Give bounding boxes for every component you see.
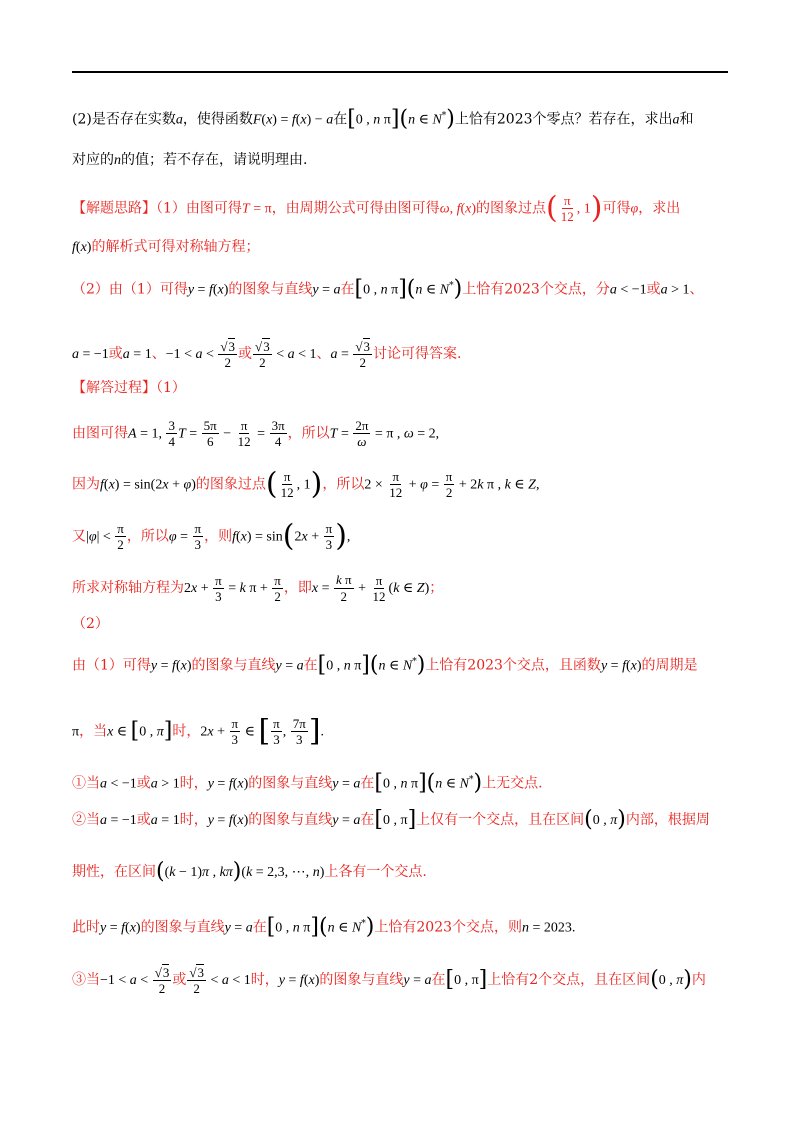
question-2-line-2: 对应的n的值；若不存在，请说明理由. bbox=[72, 152, 308, 168]
text: ，所以 bbox=[287, 425, 330, 442]
text: 的图象与直线 bbox=[228, 281, 313, 298]
text: 上恰有2023个零点？若存在，求出 bbox=[454, 111, 673, 128]
text: 内部，根据周 bbox=[625, 812, 710, 828]
text: 或 bbox=[238, 346, 253, 362]
thinking-line-3: （2）由（1）可得y = f(x)的图象与直线y = a在[0 , n π](n ∈ N*)上恰有2023个交点，分a < −1或a > 1、 bbox=[72, 276, 704, 302]
text: ①当 bbox=[72, 775, 100, 792]
text: 期性，在区间 bbox=[72, 864, 156, 880]
text: 的解析式可得对称轴方程； bbox=[91, 239, 260, 255]
text: 时， bbox=[179, 812, 208, 828]
process-part-2 bbox=[72, 614, 732, 634]
text: ，求出 bbox=[638, 200, 681, 217]
case-1: ①当a < −1或a > 1时，y = f(x)的图象与直线y = a在[0 , n π](n ∈ N*)上无交点. bbox=[72, 770, 543, 796]
process-line-2: 因为f(x) = sin(2x + φ)的图象过点( $\frac{\pi}{12}$ , 1)，所以2 × $\frac{\pi}{12}$ + φ = $\frac{\pi}{2}$ + 2k π , k ∈ Z, bbox=[72, 466, 540, 502]
text: 上恰有2个交点，且在区间 bbox=[487, 972, 651, 988]
text: 在 bbox=[340, 281, 355, 298]
text: 的值；若不存在，请说明理由. bbox=[121, 152, 308, 168]
text: 上各有一个交点. bbox=[324, 864, 427, 880]
text: 在 bbox=[333, 111, 348, 128]
text: 在 bbox=[431, 972, 446, 988]
text: 、 bbox=[689, 281, 704, 298]
text: ，使得函数 bbox=[182, 111, 253, 128]
process-label bbox=[72, 378, 732, 398]
text: 上恰有2023个交点，则 bbox=[374, 919, 523, 936]
text: （2）由（1）可得 bbox=[72, 281, 188, 298]
text: 时， bbox=[172, 723, 201, 740]
text: 上恰有2023个交点，且函数 bbox=[425, 657, 601, 674]
text: 因为 bbox=[72, 476, 100, 493]
text: 上仅有一个交点，且在区间 bbox=[416, 812, 585, 828]
process-line-4: 所求对称轴方程为2x + $\frac{\pi}{3}$ = k π + $\frac{\pi}{2}$ ，即x = $\frac{\text{k π}}{2}$ + $\frac{\pi}{12}$ (k ∈ Z)； bbox=[72, 572, 444, 604]
text: ，即 bbox=[283, 580, 312, 596]
text: ，所以 bbox=[126, 528, 169, 545]
text: 或 bbox=[172, 972, 187, 988]
case-2-line-3: 此时y = f(x)的图象与直线y = a在[0 , n π](n ∈ N*)上恰有2023个交点，则n = 2023. bbox=[72, 914, 576, 940]
text: 由图可得 bbox=[72, 425, 128, 442]
text: 的图象过点 bbox=[195, 476, 266, 493]
text: 的图象与直线 bbox=[248, 812, 333, 828]
case-2-line-1: ②当a = −1或a = 1时，y = f(x)的图象与直线y = a在[0 , π]上仅有一个交点，且在区间(0 , π)内部，根据周 bbox=[72, 807, 710, 832]
text: ，所以 bbox=[322, 476, 365, 493]
text: 【解答过程】（1） bbox=[72, 380, 186, 396]
process-line-1: 由图可得A = 1, $\frac{3}{4}$ T = $\frac{5\pi}{6}$ − $\frac{\pi}{12}$ = $\frac{3\pi}{4}$ ，所以T = $\frac{2\pi}{\omega}$ = π , ω = 2, bbox=[72, 418, 440, 449]
text: 在 bbox=[303, 657, 318, 674]
text: 由（1）可得 bbox=[72, 657, 151, 674]
text: 时， bbox=[179, 775, 208, 792]
process-line-3: 又|φ| < $\frac{\pi}{2}$ ，所以φ = $\frac{\pi}{3}$ ，则f(x) = sin(2x + $\frac{\pi}{3}$ ), bbox=[72, 518, 351, 554]
thinking-line-2: f(x)的解析式可得对称轴方程； bbox=[72, 239, 260, 255]
text: （2） bbox=[72, 616, 109, 632]
case-3: ③当−1 < a < $\frac{√3}{2}$ 或 $\frac{√3}{2}$ < a < 1时，y = f(x)的图象与直线y = a在[0 , π]上恰有2个交点，且在区间(0 , π)内 bbox=[72, 965, 706, 996]
process-line-6: 由（1）可得y = f(x)的图象与直线y = a在[0 , n π](n ∈ N*)上恰有2023个交点，且函数y = f(x)的周期是 bbox=[72, 652, 698, 678]
text: 又 bbox=[72, 528, 86, 545]
text: 、 bbox=[316, 346, 331, 362]
text: ②当 bbox=[72, 812, 100, 828]
case-2-line-2: 期性，在区间((k − 1)π , kπ)(k = 2,3, ⋯, n)上各有一个交点. bbox=[72, 859, 427, 884]
text: 的图象与直线 bbox=[248, 775, 333, 792]
text: (2)是否存在实数 bbox=[72, 111, 176, 128]
text: 的图象过点 bbox=[476, 200, 547, 217]
text: 在 bbox=[360, 775, 375, 792]
thinking-label: 【解题思路】 bbox=[72, 200, 156, 217]
header-rule bbox=[72, 71, 728, 73]
text: ，由周期公式可得由图可得 bbox=[271, 200, 440, 217]
thinking-line-4: a = −1或a = 1、−1 < a < $\frac{√3}{2}$ 或 $\frac{√3}{2}$ < a < 1、a = $\frac{√3}{2}$ 讨论可得答案. bbox=[72, 339, 462, 370]
text: 在 bbox=[252, 919, 267, 936]
text: 对应的 bbox=[72, 152, 114, 168]
text: 或 bbox=[646, 281, 661, 298]
process-line-7: π，当x ∈ [0 , π]时，2x + $\frac{\pi}{3}$ ∈ [ $\frac{\pi}{3}$ , $\frac{7\pi}{3}$ ]. bbox=[72, 713, 325, 749]
text: ，则 bbox=[204, 528, 233, 545]
text: 的图象与直线 bbox=[191, 657, 276, 674]
text: 、 bbox=[151, 346, 166, 362]
text: 讨论可得答案. bbox=[373, 346, 462, 362]
text: 在 bbox=[360, 812, 375, 828]
text: 可得 bbox=[602, 200, 631, 217]
text: 时， bbox=[250, 972, 279, 988]
text: 上无交点. bbox=[482, 775, 543, 792]
text: 或 bbox=[108, 346, 123, 362]
text: 或 bbox=[136, 812, 151, 828]
text: ③当 bbox=[72, 972, 100, 988]
text: 此时 bbox=[72, 919, 100, 936]
text: 和 bbox=[679, 111, 694, 128]
text: 所求对称轴方程为 bbox=[72, 580, 184, 596]
text: 或 bbox=[136, 775, 151, 792]
text: 的图象与直线 bbox=[319, 972, 404, 988]
text: ，当 bbox=[79, 723, 108, 740]
thinking-line-1: 【解题思路】（1）由图可得T = π，由周期公式可得由图可得ω, f(x)的图象过点( $\frac{\pi}{12}$ , 1)可得φ，求出 bbox=[72, 190, 681, 226]
text: 的周期是 bbox=[641, 657, 698, 674]
text: 上恰有2023个交点，分 bbox=[462, 281, 610, 298]
question-2-line-1: (2)是否存在实数a，使得函数F(x) = f(x) − a在[0 , n π](n ∈ N*)上恰有2023个零点？若存在，求出a和 bbox=[72, 106, 694, 132]
text: 内 bbox=[691, 972, 706, 988]
text: 的图象与直线 bbox=[140, 919, 225, 936]
text: （1）由图可得 bbox=[156, 200, 242, 217]
text: ； bbox=[429, 580, 444, 596]
